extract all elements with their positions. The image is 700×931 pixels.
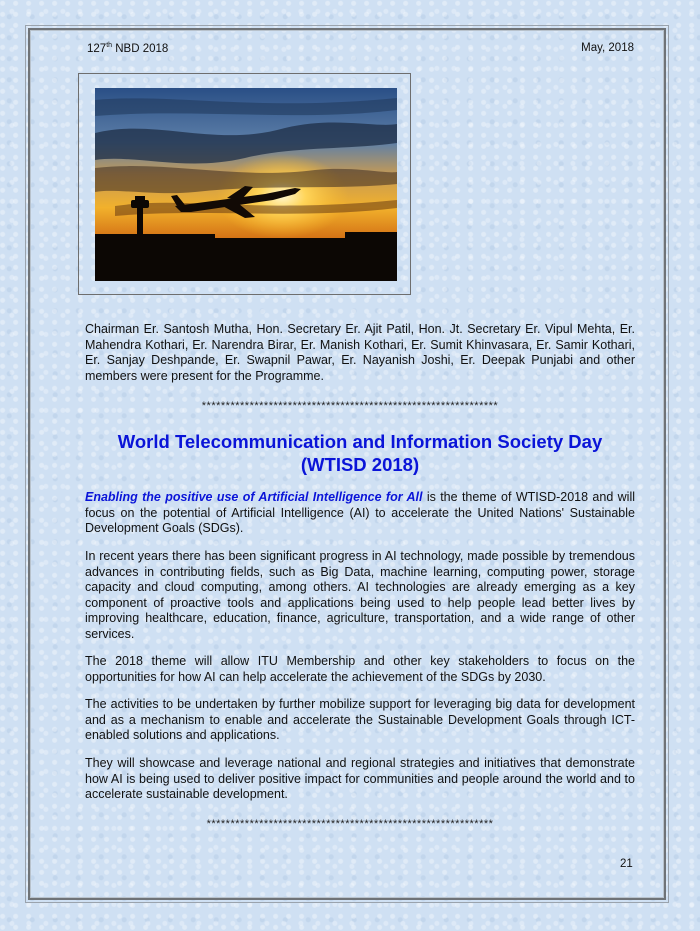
theme-text: Enabling the positive use of Artificial Intelligence for All [85,490,423,504]
separator-bottom: ************************************************************ [206,818,494,830]
paragraph-activities: The activities to be undertaken by further mobilize support for leveraging big data for development and as a mechanism to enable and accelerate the Sustainable Development Goals through ICT-enabled solutions and applications. [85,697,635,742]
theme-paragraph-rest: is the theme of WTISD-2018 and will focus on the potential of Artificial Intelligence (AI) to accelerate the United Nations' Sustainable Development Goals (SDGs). [85,490,636,535]
theme-paragraph [85,490,635,537]
header-date: May, 2018 [581,42,634,54]
header-issue-suffix: th [106,42,113,49]
separator-top: ************************************************************** [201,400,499,412]
airplane-sunset-photo [95,88,397,281]
paragraph-2018-theme: The 2018 theme will allow ITU Membership and other key stakeholders to focus on the opportunities for how AI can help accelerate the achievement of the SDGs by 2030. [85,654,635,684]
article-title-line-2: (WTISD 2018) [300,454,420,475]
article-title-line-1: World Telecommunication and Information Society Day [117,431,603,452]
paragraph-ai-progress: In recent years there has been significant progress in AI technology, made possible by tremendous advances in contributing fields, such as Big Data, machine learning, computing power, storage capacity and cloud computing, among others. AI technologies are already emerging as a key component of proactive tools and applications being used to help people lead better lives by improving healthcare, education, finance, agriculture, transportation, and a wide range of other services. [85,549,635,641]
header-issue-label: NBD 2018 [112,42,169,55]
paragraph-strategies: They will showcase and leverage national and regional strategies and initiatives that demonstrate how AI is being used to deliver positive impact for communities and people around the world and to accelerate sustainable development. [85,756,635,801]
header-issue-number: 127 [87,42,107,55]
intro-paragraph: Chairman Er. Santosh Mutha, Hon. Secretary Er. Ajit Patil, Hon. Jt. Secretary Er. Vipul Mehta, Er. Mahendra Kothari, Er. Narendra Birar, Er. Manish Kothari, Er. Sumit Khinvasara, Er. Samir Kothari, Er. Sanjay Deshpande, Er. Swapnil Pawar, Er. Nayanish Joshi, Er. Deepak Punjabi and other members were present for the Programme. [85,322,635,383]
page-number: 21 [620,858,633,870]
article-title [85,430,635,476]
header-issue [87,42,168,55]
